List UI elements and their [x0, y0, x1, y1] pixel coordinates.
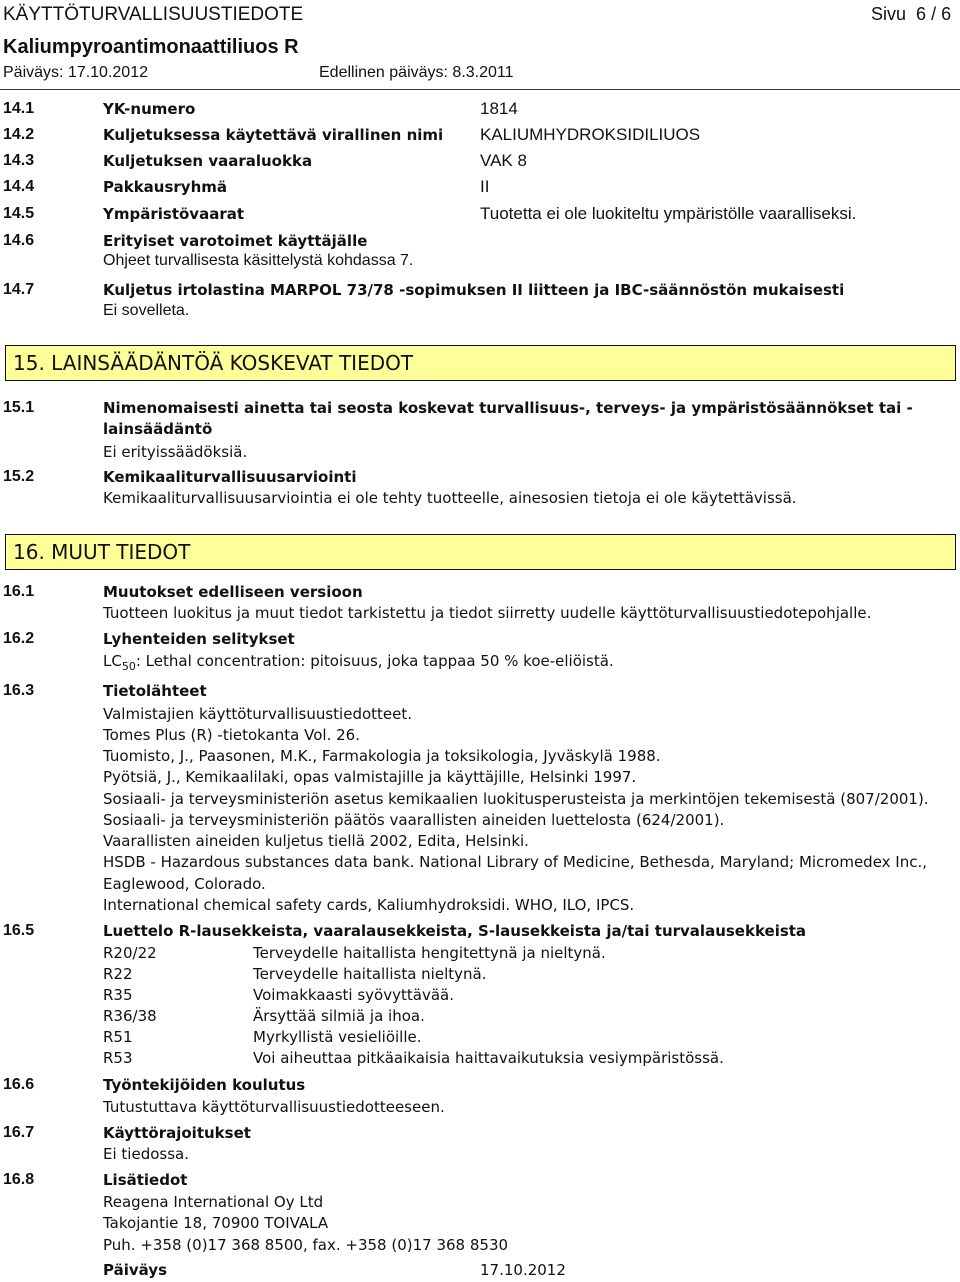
phrase-text: Terveydelle haitallista nieltynä. — [253, 965, 487, 983]
page-separator: / — [931, 4, 937, 24]
row-heading: Käyttörajoitukset — [103, 1124, 251, 1142]
row-number: 15.2 — [3, 468, 35, 485]
row-heading: Kuljetuksessa käytettävä virallinen nimi — [103, 126, 444, 144]
row-number: 14.7 — [3, 281, 35, 298]
lc50-definition — [103, 652, 614, 673]
row-number: 14.6 — [3, 232, 35, 249]
row-number: 14.2 — [3, 126, 35, 143]
row-heading: Erityiset varotoimet käyttäjälle — [103, 232, 368, 250]
previous-date: Edellinen päiväys: 8.3.2011 — [319, 64, 514, 81]
section-title: 16. MUUT TIEDOT — [13, 540, 191, 564]
row-heading: Pakkausryhmä — [103, 178, 227, 196]
phrase-text: Voimakkaasti syövyttävää. — [253, 986, 454, 1004]
lc-abbrev: LC — [103, 652, 122, 670]
row-value: II — [480, 177, 490, 196]
lc-explanation: : Lethal concentration: pitoisuus, joka tappaa 50 % koe-eliöistä. — [135, 652, 614, 670]
source-line: Pyötsiä, J., Kemikaalilaki, opas valmistajille ja käyttäjille, Helsinki 1997. — [103, 768, 637, 786]
phrase-text: Ärsyttää silmiä ja ihoa. — [253, 1007, 425, 1025]
source-line: Tomes Plus (R) -tietokanta Vol. 26. — [103, 726, 360, 744]
section-15-banner — [5, 345, 956, 381]
row-heading: YK-numero — [103, 100, 196, 118]
page-total: 6 — [941, 4, 952, 24]
row-number: 16.8 — [3, 1171, 35, 1188]
phrase-code: R36/38 — [103, 1007, 157, 1025]
row-heading: Tietolähteet — [103, 682, 207, 700]
row-heading: Nimenomaisesti ainetta tai seosta koskevat turvallisuus-, terveys- ja ympäristösäännökset tai - — [103, 399, 913, 417]
row-body: Ei tiedossa. — [103, 1145, 189, 1163]
phrase-code: R51 — [103, 1028, 133, 1046]
source-line: International chemical safety cards, Kaliumhydroksidi. WHO, ILO, IPCS. — [103, 896, 635, 914]
row-value: VAK 8 — [480, 151, 527, 170]
phrase-text: Terveydelle haitallista hengitettynä ja nieltynä. — [253, 944, 606, 962]
row-number: 16.1 — [3, 583, 35, 600]
row-number: 16.2 — [3, 630, 35, 647]
issue-date: Päiväys: 17.10.2012 — [3, 64, 148, 81]
phrase-text: Voi aiheuttaa pitkäaikaisia haittavaikutuksia vesiympäristössä. — [253, 1049, 724, 1067]
company-line: Takojantie 18, 70900 TOIVALA — [103, 1214, 329, 1232]
row-number: 14.1 — [3, 100, 35, 117]
page-label: Sivu — [871, 4, 907, 24]
row-number: 15.1 — [3, 399, 35, 416]
lc-subscript: 50 — [121, 660, 136, 673]
source-line: Tuomisto, J., Paasonen, M.K., Farmakologia ja toksikologia, Jyväskylä 1988. — [103, 747, 661, 765]
row-number: 16.5 — [3, 922, 35, 939]
row-heading: Ympäristövaarat — [103, 205, 245, 223]
row-heading: Kuljetuksen vaaraluokka — [103, 152, 313, 170]
section-title: 15. LAINSÄÄDÄNTÖÄ KOSKEVAT TIEDOT — [13, 351, 414, 375]
footer-date-label: Päiväys — [103, 1261, 167, 1279]
row-number: 14.5 — [3, 205, 35, 222]
row-heading: Lyhenteiden selitykset — [103, 630, 295, 648]
row-number: 16.6 — [3, 1076, 35, 1093]
row-number: 16.3 — [3, 682, 35, 699]
row-body: Kemikaaliturvallisuusarviointia ei ole tehty tuotteelle, ainesosien tietoja ei ole käytettävissä. — [103, 489, 797, 507]
row-number: 16.7 — [3, 1124, 35, 1141]
phrase-code: R22 — [103, 965, 133, 983]
row-heading-cont: lainsäädäntö — [103, 420, 213, 438]
source-line: Vaarallisten aineiden kuljetus tiellä 2002, Edita, Helsinki. — [103, 832, 529, 850]
source-line: HSDB - Hazardous substances data bank. National Library of Medicine, Bethesda, Maryland; Micromedex Inc., — [103, 853, 928, 871]
row-body: Tutustuttava käyttöturvallisuustiedotteeseen. — [103, 1098, 445, 1116]
row-body: Tuotteen luokitus ja muut tiedot tarkistettu ja tiedot siirretty uudelle käyttöturvallisuustiedotepohjalle. — [103, 604, 872, 622]
row-value: Tuotetta ei ole luokiteltu ympäristölle vaaralliseksi. — [480, 204, 857, 223]
row-heading: Työntekijöiden koulutus — [103, 1076, 306, 1094]
document-title: KÄYTTÖTURVALLISUUSTIEDOTE — [3, 4, 304, 25]
source-line: Valmistajien käyttöturvallisuustiedotteet. — [103, 705, 413, 723]
row-value: KALIUMHYDROKSIDILIUOS — [480, 125, 701, 144]
row-body: Ohjeet turvallisesta käsittelystä kohdassa 7. — [103, 252, 414, 269]
company-line: Puh. +358 (0)17 368 8500, fax. +358 (0)17 368 8530 — [103, 1236, 509, 1254]
row-body: Ei sovelleta. — [103, 302, 190, 319]
row-heading: Kuljetus irtolastina MARPOL 73/78 -sopimuksen II liitteen ja IBC-säännöstön mukaisesti — [103, 281, 845, 299]
source-line: Eaglewood, Colorado. — [103, 875, 266, 893]
row-value: 1814 — [480, 99, 518, 118]
source-line: Sosiaali- ja terveysministeriön päätös vaarallisten aineiden luettelosta (624/2001). — [103, 811, 725, 829]
page-current: 6 — [916, 4, 927, 24]
row-number: 14.4 — [3, 178, 35, 195]
header-divider — [0, 89, 960, 90]
phrase-text: Myrkyllistä vesieliöille. — [253, 1028, 422, 1046]
phrase-code: R20/22 — [103, 944, 157, 962]
row-heading: Muutokset edelliseen versioon — [103, 583, 363, 601]
row-heading: Lisätiedot — [103, 1171, 188, 1189]
phrase-code: R53 — [103, 1049, 133, 1067]
row-heading: Kemikaaliturvallisuusarviointi — [103, 468, 357, 486]
page-indicator — [871, 4, 951, 25]
footer-date: 17.10.2012 — [480, 1261, 566, 1279]
section-16-banner — [5, 534, 956, 570]
row-heading: Luettelo R-lausekkeista, vaaralausekkeista, S-lausekkeista ja/tai turvalausekkeista — [103, 922, 807, 940]
row-number: 14.3 — [3, 152, 35, 169]
company-line: Reagena International Oy Ltd — [103, 1193, 324, 1211]
row-body: Ei erityissäädöksiä. — [103, 443, 248, 461]
phrase-code: R35 — [103, 986, 133, 1004]
product-name: Kaliumpyroantimonaattiliuos R — [3, 36, 299, 58]
source-line: Sosiaali- ja terveysministeriön asetus kemikaalien luokitusperusteista ja merkintöjen tekemisestä (807/2001). — [103, 790, 929, 808]
